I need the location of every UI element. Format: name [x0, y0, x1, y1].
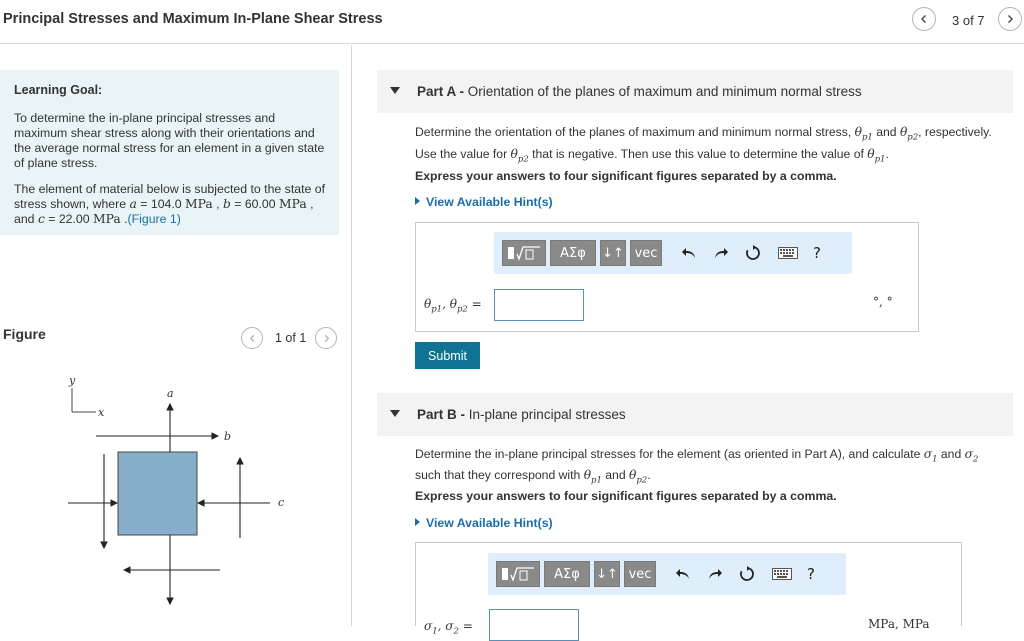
c-unit: MPa [93, 212, 121, 226]
learning-goal-box [0, 70, 339, 235]
template-sqrt-icon [506, 244, 542, 262]
part-a-submit-button[interactable]: Submit [415, 342, 480, 369]
y-axis-label: y [69, 374, 76, 387]
expand-triangle-icon [415, 518, 420, 526]
c-label: c [278, 496, 285, 509]
part-b-question-line1: Determine the in-plane principal stresses for the element (as oriented in Part A), and calculate [415, 447, 924, 461]
header-bar [0, 0, 1024, 44]
figure-label: Figure [3, 326, 46, 342]
template-sqrt-icon [500, 565, 536, 583]
theta-symbol: θ [629, 468, 637, 483]
a-label: a [167, 387, 174, 400]
separator: , [212, 197, 223, 211]
part-a-question-line2a: Use the value for [415, 147, 511, 162]
figure-prev-button[interactable] [241, 327, 263, 349]
and-text: and [872, 125, 900, 139]
p1-subscript: p1 [431, 304, 443, 315]
sort-button[interactable] [594, 561, 620, 587]
sort-arrows-icon: ↓↑ [602, 245, 624, 261]
sigma-symbol: σ [923, 447, 933, 461]
collapse-triangle-icon[interactable] [390, 410, 400, 417]
vector-button[interactable]: vec [630, 240, 662, 266]
theta-symbol: θ [510, 147, 518, 162]
period: . [885, 147, 889, 162]
figure-pager: 1 of 1 [275, 331, 307, 345]
part-b-math-toolbar [488, 553, 846, 595]
b-value: = 60.00 [230, 197, 280, 211]
part-b-answer-box [415, 542, 962, 637]
part-a-dash: - [455, 84, 468, 99]
a-symbol: a [129, 197, 137, 211]
part-b-answer-label [424, 619, 473, 636]
p1-subscript: p1 [591, 475, 602, 486]
help-button[interactable]: ? [813, 244, 821, 262]
part-a-question [415, 124, 1005, 169]
reset-icon [745, 245, 761, 261]
part-a-answer-input[interactable] [494, 289, 584, 321]
reset-button[interactable] [736, 563, 758, 585]
figure-1-link[interactable]: (Figure 1) [127, 212, 181, 226]
problem-pager: 3 of 7 [952, 13, 985, 28]
theta-symbol: θ [854, 125, 862, 139]
vector-button[interactable]: vec [624, 561, 656, 587]
chevron-right-icon [1005, 14, 1015, 24]
part-b-instructions: Express your answers to four significant figures separated by a comma. [415, 489, 837, 503]
part-b-question [415, 446, 1005, 489]
sigma-symbol: σ [445, 619, 454, 633]
part-b-question-line2a: such that they correspond with [415, 468, 584, 483]
p1-subscript: p1 [874, 154, 886, 165]
keyboard-button[interactable] [771, 563, 793, 585]
c-symbol: c [37, 212, 45, 226]
learning-goal-title: Learning Goal: [14, 83, 103, 97]
prev-problem-button[interactable] [912, 7, 936, 31]
stress-element-figure [60, 370, 320, 626]
p2-subscript: p2 [636, 475, 648, 486]
learning-goal-paragraph: To determine the in-plane principal stresses and maximum shear stress along with their orientations and the average normal stress for an element in a given state of plane stress. [14, 111, 325, 170]
a-unit: MPa [185, 197, 213, 211]
template-button[interactable] [502, 240, 546, 266]
redo-icon [707, 567, 723, 581]
theta-symbol: θ [583, 468, 592, 483]
undo-button[interactable] [672, 563, 694, 585]
expand-triangle-icon [415, 197, 420, 205]
chevron-left-icon [919, 14, 929, 24]
p1-subscript: p1 [861, 132, 873, 143]
equals-sign: = [467, 297, 482, 311]
redo-button[interactable] [710, 242, 732, 264]
part-a-instructions: Express your answers to four significant figures separated by a comma. [415, 169, 837, 183]
theta-symbol: θ [867, 147, 875, 162]
s2-subscript: 2 [972, 454, 979, 465]
and-text: and [14, 212, 38, 226]
keyboard-button[interactable] [777, 242, 799, 264]
column-divider [351, 45, 352, 626]
part-a-hints-text: View Available Hint(s) [426, 195, 553, 209]
b-symbol: b [222, 197, 231, 211]
greek-symbols-button[interactable]: ΑΣφ [550, 240, 596, 266]
equals-sign: = [458, 619, 473, 633]
part-b-header[interactable] [377, 393, 1013, 436]
theta-symbol: θ [424, 297, 432, 311]
sigma-symbol: σ [424, 619, 433, 633]
reset-icon [739, 566, 755, 582]
chevron-right-icon [322, 334, 331, 343]
p2-subscript: p2 [907, 132, 919, 143]
part-b-hints-text: View Available Hint(s) [426, 516, 553, 530]
part-b-units: MPa, MPa [868, 617, 930, 631]
stress-intro-text: The element of material below is subjected to the state of stress shown, where [14, 182, 326, 211]
part-a-question-line2b: that is negative. Then use this value to determine the value of [528, 147, 868, 162]
period: . [647, 468, 651, 483]
keyboard-icon [778, 247, 798, 259]
part-b-answer-input[interactable] [489, 609, 579, 641]
and-text: and [937, 447, 965, 461]
part-a-answer-label [424, 297, 482, 314]
s1-subscript: 1 [432, 626, 438, 637]
part-a-title-text: Orientation of the planes of maximum and minimum normal stress [467, 84, 862, 99]
s1-subscript: 1 [932, 454, 938, 465]
undo-icon [675, 567, 691, 581]
b-label: b [224, 430, 232, 443]
greek-symbols-button[interactable]: ΑΣφ [544, 561, 590, 587]
part-b-hints-link[interactable] [415, 516, 553, 530]
part-b-title-text: In-plane principal stresses [468, 407, 626, 422]
theta-symbol: θ [899, 125, 908, 139]
reset-button[interactable] [742, 242, 764, 264]
help-button[interactable]: ? [807, 565, 815, 583]
respectively-text: , respectively. [918, 125, 992, 139]
sort-button[interactable] [600, 240, 626, 266]
collapse-triangle-icon[interactable] [390, 87, 400, 94]
part-b-label: Part B [417, 407, 457, 422]
part-a-units: °, ° [873, 295, 893, 309]
page-title: Principal Stresses and Maximum In-Plane Shear Stress [3, 11, 383, 27]
template-button[interactable] [496, 561, 540, 587]
part-a-answer-box [415, 222, 919, 332]
p2-subscript: p2 [456, 304, 468, 315]
a-value: = 104.0 [136, 197, 186, 211]
p2-subscript: p2 [517, 154, 529, 165]
comma: , [442, 297, 450, 311]
figure-next-button[interactable] [315, 327, 337, 349]
undo-button[interactable] [678, 242, 700, 264]
c-value: = 22.00 [44, 212, 94, 226]
keyboard-icon [772, 568, 792, 580]
b-unit: MPa [279, 197, 307, 211]
comma: , [437, 619, 446, 633]
part-a-hints-link[interactable] [415, 195, 553, 209]
part-a-title [417, 84, 862, 99]
x-axis-label: x [98, 406, 105, 419]
sigma-symbol: σ [964, 447, 973, 461]
part-b-dash: - [456, 407, 469, 422]
next-problem-button[interactable] [998, 7, 1022, 31]
stress-element [118, 452, 197, 535]
chevron-left-icon [248, 334, 257, 343]
sort-arrows-icon: ↓↑ [596, 566, 618, 582]
part-a-label: Part A [417, 84, 456, 99]
redo-button[interactable] [704, 563, 726, 585]
period: . [120, 212, 128, 226]
redo-icon [713, 246, 729, 260]
stress-values-paragraph [14, 182, 325, 227]
separator: , [306, 197, 314, 211]
undo-icon [681, 246, 697, 260]
part-a-header[interactable] [377, 70, 1013, 113]
part-b-title [417, 407, 626, 422]
theta-symbol: θ [449, 297, 457, 311]
and-text: and [601, 468, 629, 483]
s2-subscript: 2 [453, 626, 459, 637]
part-a-math-toolbar [494, 232, 852, 274]
part-a-question-line1: Determine the orientation of the planes of maximum and minimum normal stress, [415, 125, 855, 139]
